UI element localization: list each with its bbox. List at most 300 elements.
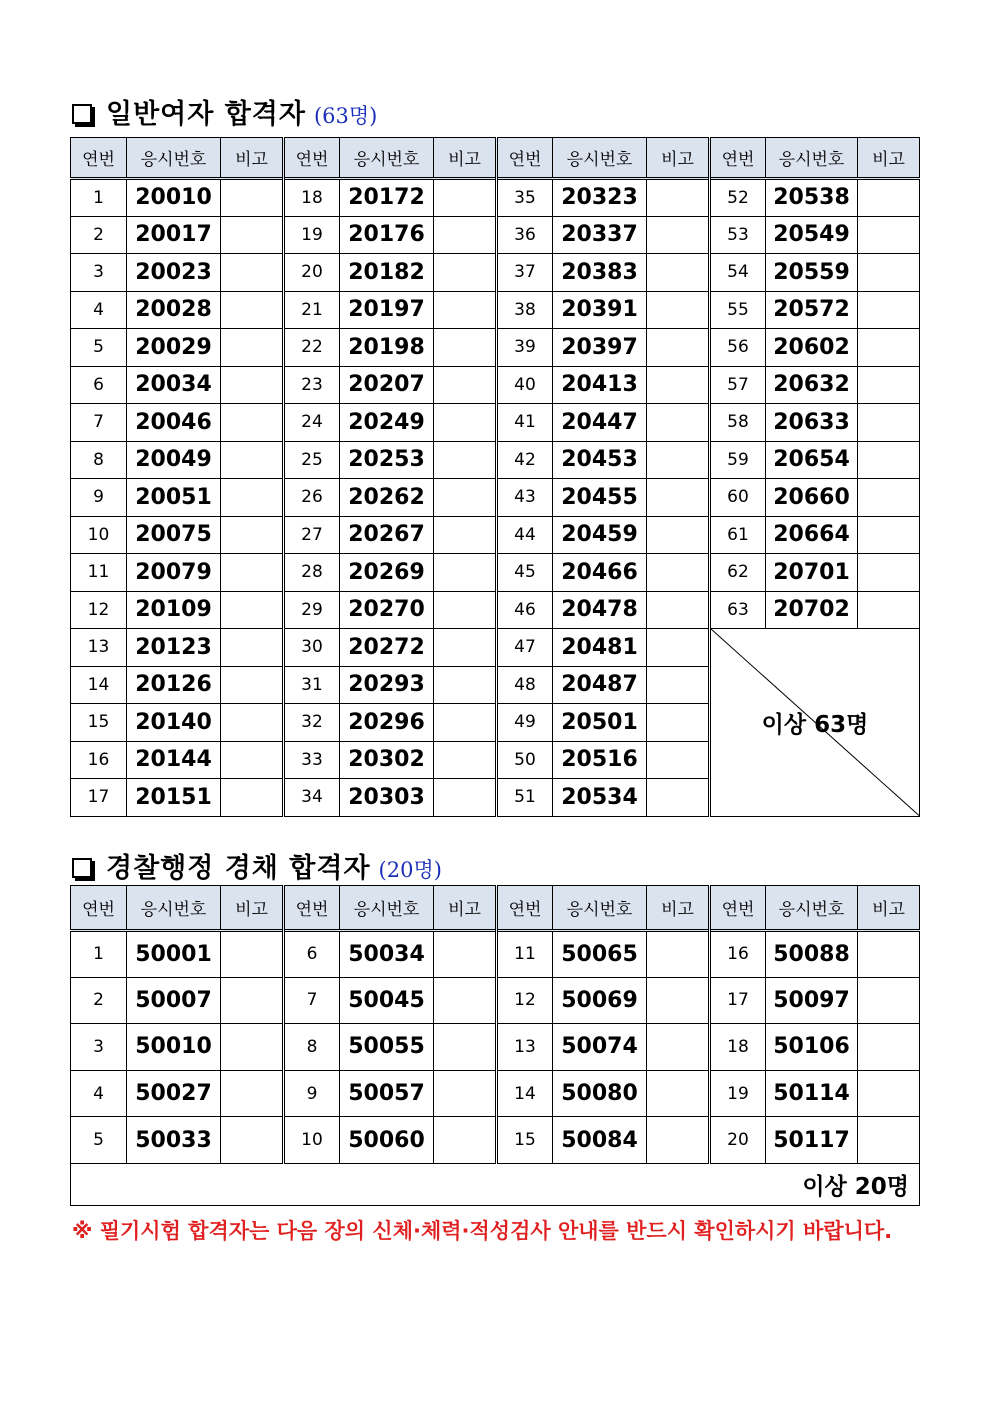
applicant-number: 20269 [340, 554, 434, 592]
row-number: 53 [710, 216, 766, 254]
applicant-number: 20633 [766, 404, 858, 442]
header-no: 연번 [710, 138, 766, 179]
row-number: 15 [71, 704, 127, 742]
applicant-number: 20538 [766, 179, 858, 217]
row-number: 2 [71, 216, 127, 254]
table-row [71, 1024, 920, 1071]
row-number: 62 [710, 554, 766, 592]
remark-cell [858, 404, 920, 442]
remark-cell [858, 291, 920, 329]
row-number: 43 [497, 479, 553, 517]
remark-cell [434, 704, 497, 742]
row-number: 49 [497, 704, 553, 742]
row-number: 41 [497, 404, 553, 442]
applicant-number: 20051 [127, 479, 221, 517]
table-row [71, 291, 920, 329]
applicant-number: 20023 [127, 254, 221, 292]
row-number: 5 [71, 1117, 127, 1164]
row-number: 10 [284, 1117, 340, 1164]
row-number: 13 [71, 629, 127, 667]
remark-cell [221, 704, 284, 742]
remark-cell [434, 1117, 497, 1164]
section2-count: (20명) [378, 858, 442, 882]
row-number: 60 [710, 479, 766, 517]
remark-cell [221, 366, 284, 404]
remark-cell [434, 554, 497, 592]
applicant-number: 20172 [340, 179, 434, 217]
row-number: 8 [71, 441, 127, 479]
table-row [71, 629, 920, 667]
applicant-number: 20296 [340, 704, 434, 742]
applicant-number: 20466 [553, 554, 647, 592]
checkbox-bullet-icon [72, 858, 92, 878]
remark-cell [858, 1070, 920, 1117]
header-id: 응시번호 [340, 886, 434, 931]
remark-cell [221, 216, 284, 254]
applicant-number: 20459 [553, 516, 647, 554]
applicant-number: 20559 [766, 254, 858, 292]
applicant-number: 20029 [127, 329, 221, 367]
applicant-number: 20034 [127, 366, 221, 404]
remark-cell [434, 179, 497, 217]
remark-cell [434, 404, 497, 442]
header-id: 응시번호 [766, 138, 858, 179]
remark-cell [221, 516, 284, 554]
row-number: 47 [497, 629, 553, 667]
applicant-number: 20487 [553, 666, 647, 704]
table-row [71, 1070, 920, 1117]
row-number: 11 [71, 554, 127, 592]
applicant-number: 20701 [766, 554, 858, 592]
row-number: 44 [497, 516, 553, 554]
applicant-number: 20572 [766, 291, 858, 329]
remark-cell [858, 516, 920, 554]
row-number: 54 [710, 254, 766, 292]
remark-cell [647, 216, 710, 254]
row-number: 7 [71, 404, 127, 442]
row-number: 39 [497, 329, 553, 367]
row-number: 32 [284, 704, 340, 742]
remark-cell [434, 779, 497, 817]
remark-cell [858, 1024, 920, 1071]
applicant-number: 20262 [340, 479, 434, 517]
table-header-row [71, 886, 920, 931]
remark-cell [647, 779, 710, 817]
row-number: 19 [710, 1070, 766, 1117]
row-number: 63 [710, 591, 766, 629]
remark-cell [434, 516, 497, 554]
applicant-number: 20602 [766, 329, 858, 367]
applicant-number: 20478 [553, 591, 647, 629]
row-number: 18 [284, 179, 340, 217]
row-number: 33 [284, 741, 340, 779]
remark-cell [647, 254, 710, 292]
remark-cell [647, 704, 710, 742]
remark-cell [858, 554, 920, 592]
remark-cell [221, 1024, 284, 1071]
remark-cell [221, 479, 284, 517]
row-number: 26 [284, 479, 340, 517]
remark-cell [221, 441, 284, 479]
row-number: 8 [284, 1024, 340, 1071]
applicant-number: 50069 [553, 977, 647, 1024]
applicant-number: 50065 [553, 931, 647, 978]
row-number: 50 [497, 741, 553, 779]
header-id: 응시번호 [127, 886, 221, 931]
applicant-number: 20079 [127, 554, 221, 592]
row-number: 6 [284, 931, 340, 978]
applicant-number: 20534 [553, 779, 647, 817]
applicant-number: 20272 [340, 629, 434, 667]
applicant-number: 50027 [127, 1070, 221, 1117]
row-number: 25 [284, 441, 340, 479]
remark-cell [647, 931, 710, 978]
row-number: 36 [497, 216, 553, 254]
applicant-number: 20481 [553, 629, 647, 667]
remark-cell [221, 554, 284, 592]
applicant-number: 20010 [127, 179, 221, 217]
row-number: 61 [710, 516, 766, 554]
remark-cell [647, 291, 710, 329]
section1-title: 일반여자 합격자 [106, 99, 306, 130]
header-no: 연번 [71, 886, 127, 931]
row-number: 40 [497, 366, 553, 404]
table-row [71, 254, 920, 292]
row-number: 16 [71, 741, 127, 779]
remark-cell [221, 404, 284, 442]
applicant-number: 20632 [766, 366, 858, 404]
table-row [71, 404, 920, 442]
row-number: 46 [497, 591, 553, 629]
remark-cell [221, 977, 284, 1024]
applicant-number: 50057 [340, 1070, 434, 1117]
applicant-number: 20140 [127, 704, 221, 742]
row-number: 51 [497, 779, 553, 817]
remark-cell [221, 329, 284, 367]
applicant-number: 50097 [766, 977, 858, 1024]
row-number: 16 [710, 931, 766, 978]
remark-cell [221, 629, 284, 667]
applicant-number: 20176 [340, 216, 434, 254]
applicant-number: 20123 [127, 629, 221, 667]
applicant-number: 20207 [340, 366, 434, 404]
table-header-row [71, 138, 920, 179]
row-number: 11 [497, 931, 553, 978]
remark-cell [647, 366, 710, 404]
row-number: 59 [710, 441, 766, 479]
applicant-number: 20249 [340, 404, 434, 442]
header-no: 연번 [284, 138, 340, 179]
header-id: 응시번호 [127, 138, 221, 179]
header-no: 연번 [284, 886, 340, 931]
applicant-number: 50060 [340, 1117, 434, 1164]
row-number: 34 [284, 779, 340, 817]
applicant-number: 20293 [340, 666, 434, 704]
header-no: 연번 [497, 138, 553, 179]
summary-text: 이상 20명 [71, 1163, 920, 1205]
applicant-number: 20017 [127, 216, 221, 254]
remark-cell [647, 1024, 710, 1071]
summary-cell [710, 629, 920, 817]
remark-cell [221, 1070, 284, 1117]
header-note: 비고 [858, 138, 920, 179]
remark-cell [434, 441, 497, 479]
remark-cell [434, 1070, 497, 1117]
header-note: 비고 [434, 138, 497, 179]
remark-cell [434, 254, 497, 292]
row-number: 3 [71, 254, 127, 292]
remark-cell [434, 629, 497, 667]
remark-cell [647, 441, 710, 479]
header-note: 비고 [221, 886, 284, 931]
applicant-number: 20109 [127, 591, 221, 629]
row-number: 29 [284, 591, 340, 629]
row-number: 19 [284, 216, 340, 254]
applicant-number: 20447 [553, 404, 647, 442]
remark-cell [858, 591, 920, 629]
remark-cell [647, 666, 710, 704]
applicant-number: 50055 [340, 1024, 434, 1071]
remark-cell [858, 441, 920, 479]
section2-title: 경찰행정 경채 합격자 [106, 853, 371, 884]
remark-cell [858, 366, 920, 404]
table-row [71, 216, 920, 254]
applicant-number: 20049 [127, 441, 221, 479]
table-row [71, 977, 920, 1024]
remark-cell [434, 666, 497, 704]
remark-cell [647, 554, 710, 592]
remark-cell [858, 931, 920, 978]
section2-table [70, 885, 920, 1206]
remark-cell [221, 741, 284, 779]
row-number: 15 [497, 1117, 553, 1164]
remark-cell [647, 629, 710, 667]
remark-cell [434, 479, 497, 517]
applicant-number: 50114 [766, 1070, 858, 1117]
applicant-number: 20660 [766, 479, 858, 517]
remark-cell [434, 591, 497, 629]
remark-cell [858, 479, 920, 517]
row-number: 27 [284, 516, 340, 554]
row-number: 24 [284, 404, 340, 442]
remark-cell [221, 666, 284, 704]
applicant-number: 20654 [766, 441, 858, 479]
section1-count: (63명) [313, 104, 378, 128]
applicant-number: 20664 [766, 516, 858, 554]
remark-cell [647, 977, 710, 1024]
row-number: 4 [71, 1070, 127, 1117]
table-row [71, 329, 920, 367]
row-number: 23 [284, 366, 340, 404]
remark-cell [647, 329, 710, 367]
header-id: 응시번호 [766, 886, 858, 931]
row-number: 17 [710, 977, 766, 1024]
row-number: 4 [71, 291, 127, 329]
row-number: 42 [497, 441, 553, 479]
remark-cell [434, 329, 497, 367]
header-note: 비고 [434, 886, 497, 931]
remark-cell [858, 977, 920, 1024]
row-number: 1 [71, 931, 127, 978]
header-id: 응시번호 [553, 886, 647, 931]
row-number: 52 [710, 179, 766, 217]
applicant-number: 50088 [766, 931, 858, 978]
table-row [71, 441, 920, 479]
header-note: 비고 [858, 886, 920, 931]
remark-cell [647, 1070, 710, 1117]
header-id: 응시번호 [553, 138, 647, 179]
applicant-number: 20303 [340, 779, 434, 817]
applicant-number: 20702 [766, 591, 858, 629]
row-number: 22 [284, 329, 340, 367]
applicant-number: 20197 [340, 291, 434, 329]
row-number: 12 [497, 977, 553, 1024]
row-number: 56 [710, 329, 766, 367]
applicant-number: 20383 [553, 254, 647, 292]
remark-cell [647, 591, 710, 629]
applicant-number: 20337 [553, 216, 647, 254]
remark-cell [434, 1024, 497, 1071]
row-number: 13 [497, 1024, 553, 1071]
header-no: 연번 [497, 886, 553, 931]
row-number: 14 [497, 1070, 553, 1117]
remark-cell [221, 931, 284, 978]
applicant-number: 20267 [340, 516, 434, 554]
row-number: 48 [497, 666, 553, 704]
remark-cell [647, 479, 710, 517]
row-number: 20 [284, 254, 340, 292]
applicant-number: 50084 [553, 1117, 647, 1164]
row-number: 12 [71, 591, 127, 629]
remark-cell [858, 1117, 920, 1164]
applicant-number: 20253 [340, 441, 434, 479]
row-number: 9 [284, 1070, 340, 1117]
table-row [71, 931, 920, 978]
row-number: 17 [71, 779, 127, 817]
applicant-number: 50010 [127, 1024, 221, 1071]
applicant-number: 20075 [127, 516, 221, 554]
applicant-number: 20028 [127, 291, 221, 329]
table-row [71, 179, 920, 217]
remark-cell [647, 1117, 710, 1164]
applicant-number: 50074 [553, 1024, 647, 1071]
row-number: 38 [497, 291, 553, 329]
section2-heading [72, 846, 442, 885]
remark-cell [647, 179, 710, 217]
table-row [71, 554, 920, 592]
applicant-number: 50106 [766, 1024, 858, 1071]
applicant-number: 20397 [553, 329, 647, 367]
applicant-number: 50001 [127, 931, 221, 978]
applicant-number: 20455 [553, 479, 647, 517]
remark-cell [221, 179, 284, 217]
section1-table [70, 137, 920, 817]
remark-cell [858, 216, 920, 254]
header-note: 비고 [647, 138, 710, 179]
remark-cell [858, 329, 920, 367]
remark-cell [221, 779, 284, 817]
table-row [71, 479, 920, 517]
header-note: 비고 [221, 138, 284, 179]
applicant-number: 20453 [553, 441, 647, 479]
applicant-number: 20270 [340, 591, 434, 629]
applicant-number: 50007 [127, 977, 221, 1024]
applicant-number: 20151 [127, 779, 221, 817]
applicant-number: 50117 [766, 1117, 858, 1164]
remark-cell [647, 741, 710, 779]
applicant-number: 50045 [340, 977, 434, 1024]
header-id: 응시번호 [340, 138, 434, 179]
row-number: 3 [71, 1024, 127, 1071]
applicant-number: 20126 [127, 666, 221, 704]
table-row [71, 516, 920, 554]
section1-heading [72, 92, 377, 131]
remark-cell [434, 977, 497, 1024]
row-number: 28 [284, 554, 340, 592]
applicant-number: 20391 [553, 291, 647, 329]
applicant-number: 20302 [340, 741, 434, 779]
applicant-number: 50080 [553, 1070, 647, 1117]
remark-cell [647, 404, 710, 442]
remark-cell [221, 1117, 284, 1164]
applicant-number: 20182 [340, 254, 434, 292]
row-number: 20 [710, 1117, 766, 1164]
remark-cell [647, 516, 710, 554]
row-number: 35 [497, 179, 553, 217]
remark-cell [434, 931, 497, 978]
remark-cell [858, 254, 920, 292]
row-number: 5 [71, 329, 127, 367]
remark-cell [221, 291, 284, 329]
remark-cell [434, 741, 497, 779]
remark-cell [221, 254, 284, 292]
row-number: 31 [284, 666, 340, 704]
applicant-number: 20549 [766, 216, 858, 254]
header-note: 비고 [647, 886, 710, 931]
row-number: 57 [710, 366, 766, 404]
row-number: 45 [497, 554, 553, 592]
table-row [71, 366, 920, 404]
row-number: 2 [71, 977, 127, 1024]
applicant-number: 20516 [553, 741, 647, 779]
applicant-number: 20198 [340, 329, 434, 367]
remark-cell [221, 591, 284, 629]
row-number: 1 [71, 179, 127, 217]
row-number: 30 [284, 629, 340, 667]
applicant-number: 20144 [127, 741, 221, 779]
total-row [71, 1163, 920, 1205]
header-no: 연번 [710, 886, 766, 931]
table-row [71, 591, 920, 629]
row-number: 10 [71, 516, 127, 554]
row-number: 14 [71, 666, 127, 704]
applicant-number: 20501 [553, 704, 647, 742]
row-number: 58 [710, 404, 766, 442]
applicant-number: 50033 [127, 1117, 221, 1164]
row-number: 37 [497, 254, 553, 292]
remark-cell [434, 291, 497, 329]
checkbox-bullet-icon [72, 104, 92, 124]
row-number: 7 [284, 977, 340, 1024]
row-number: 55 [710, 291, 766, 329]
row-number: 18 [710, 1024, 766, 1071]
remark-cell [434, 216, 497, 254]
remark-cell [858, 179, 920, 217]
applicant-number: 50034 [340, 931, 434, 978]
applicant-number: 20323 [553, 179, 647, 217]
row-number: 6 [71, 366, 127, 404]
summary-text: 이상 63명 [761, 711, 869, 738]
